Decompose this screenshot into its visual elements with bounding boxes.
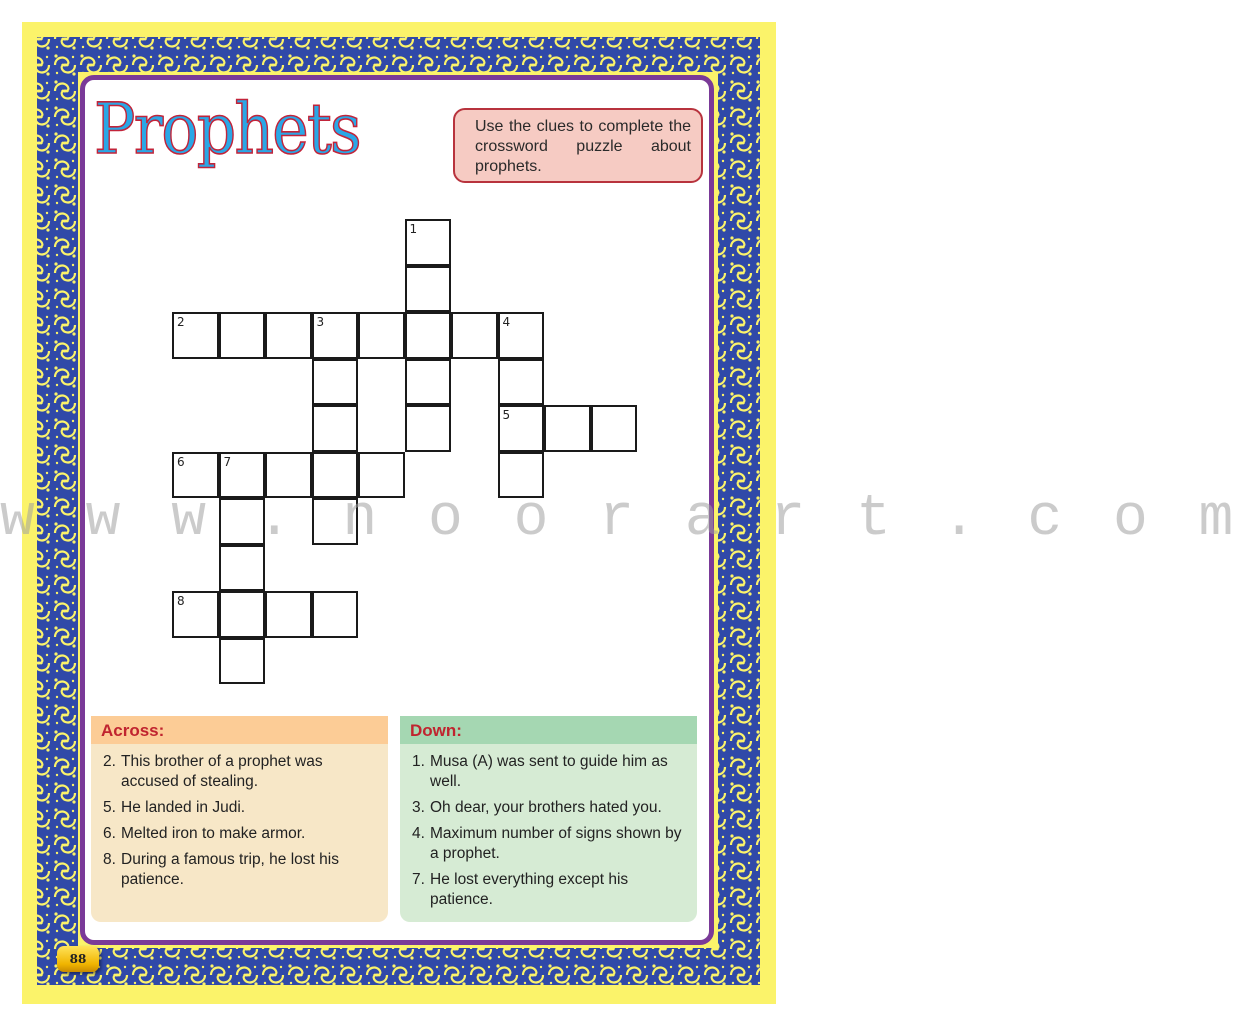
across-clues-panel [91, 716, 388, 922]
clue-number: 1. [412, 753, 425, 770]
down-clue [412, 798, 689, 818]
crossword-cell[interactable] [265, 312, 312, 359]
clue-number: 6. [103, 825, 116, 842]
crossword-cell[interactable] [219, 638, 266, 685]
crossword-cell[interactable] [498, 405, 545, 452]
page-title: Prophets [94, 88, 360, 170]
down-clue [412, 752, 689, 792]
crossword-cell[interactable] [219, 498, 266, 545]
clue-text: He lost everything except his patience. [430, 871, 629, 908]
clue-text: Maximum number of signs shown by a prophet. [430, 825, 682, 862]
clue-text: Oh dear, your brothers hated you. [430, 799, 662, 816]
clue-text: He landed in Judi. [121, 799, 246, 816]
down-clue-list [400, 744, 697, 910]
crossword-cell[interactable] [219, 591, 266, 638]
crossword-cell[interactable] [312, 452, 359, 499]
crossword-cell[interactable] [405, 219, 452, 266]
across-clue [103, 824, 380, 844]
clue-number: 8 [177, 594, 185, 608]
clue-number: 4. [412, 825, 425, 842]
clue-number: 7 [223, 454, 232, 469]
crossword-cell[interactable] [219, 452, 266, 499]
crossword-cell[interactable] [405, 312, 452, 359]
clue-text: This brother of a prophet was accused of stealing. [121, 753, 323, 790]
crossword-cell[interactable] [312, 312, 359, 359]
down-heading: Down: [400, 716, 697, 744]
clue-number: 2. [103, 753, 116, 770]
clue-number: 3. [412, 799, 425, 816]
clue-number: 3 [316, 315, 325, 329]
crossword-cell[interactable] [358, 452, 405, 499]
clue-number: 2 [177, 315, 185, 329]
crossword-cell[interactable] [405, 405, 452, 452]
crossword-cell[interactable] [312, 405, 359, 452]
clue-text: During a famous trip, he lost his patience. [121, 851, 339, 888]
down-clue [412, 824, 689, 864]
clue-number: 5 [502, 408, 511, 422]
clue-number: 1 [409, 222, 418, 236]
down-clue [412, 870, 689, 910]
crossword-cell[interactable] [265, 591, 312, 638]
crossword-cell[interactable] [358, 312, 405, 359]
crossword-cell[interactable] [312, 359, 359, 406]
clue-number: 6 [177, 454, 185, 469]
page-number-badge: 88 [57, 946, 99, 972]
crossword-cell[interactable] [498, 312, 545, 359]
clue-text: Melted iron to make armor. [121, 825, 306, 842]
crossword-cell[interactable] [312, 498, 359, 545]
crossword-cell[interactable] [172, 452, 219, 499]
crossword-cell[interactable] [172, 591, 219, 638]
crossword-cell[interactable] [219, 312, 266, 359]
crossword-cell[interactable] [172, 312, 219, 359]
crossword-cell[interactable] [451, 312, 498, 359]
crossword-cell[interactable] [544, 405, 591, 452]
clue-number: 7. [412, 871, 425, 888]
across-clue-list [91, 744, 388, 890]
crossword-cell[interactable] [591, 405, 638, 452]
crossword-cell[interactable] [405, 359, 452, 406]
across-clue [103, 850, 380, 890]
down-clues-panel [400, 716, 697, 922]
clue-number: 5. [103, 799, 116, 816]
clue-text: Musa (A) was sent to guide him as well. [430, 753, 668, 790]
crossword-cell[interactable] [265, 452, 312, 499]
crossword-cell[interactable] [219, 545, 266, 592]
watermark: w w w . n o o r a r t . c o m [0, 487, 1241, 552]
clue-number: 4 [502, 315, 511, 329]
across-clue [103, 752, 380, 792]
across-clue [103, 798, 380, 818]
instructions-box: Use the clues to complete the crossword puzzle about prophets. [453, 108, 703, 183]
crossword-cell[interactable] [405, 266, 452, 313]
across-heading: Across: [91, 716, 388, 744]
crossword-cell[interactable] [498, 452, 545, 499]
crossword-cell[interactable] [312, 591, 359, 638]
crossword-cell[interactable] [498, 359, 545, 406]
clue-number: 8. [103, 851, 116, 868]
